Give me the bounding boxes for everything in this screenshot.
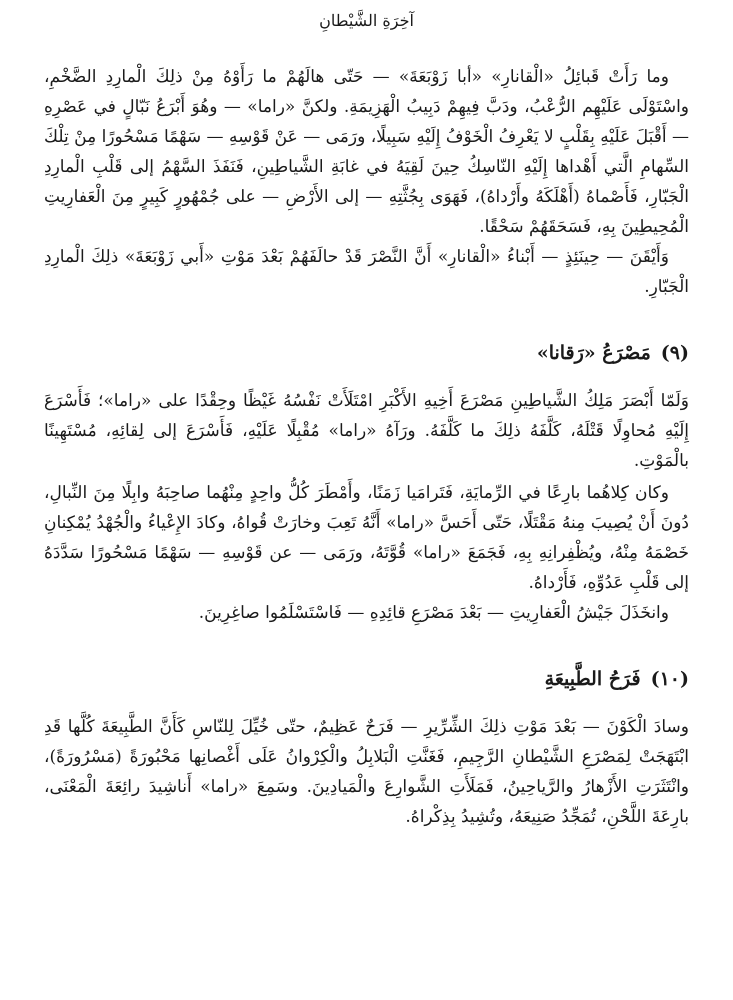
paragraph: وَأَيْقَنَ — حِينَئِذٍ — أَبْناءُ «الْقانارِ» أَنَّ النَّصْرَ قَدْ حالَفَهُمْ بَعْدَ مَوْتِ «أَبي زَوْبَعَةَ» ذلِكَ الْمارِدِ الْجَبّارِ. <box>44 247 689 297</box>
paragraph: وسادَ الْكَوْنَ — بَعْدَ مَوْتِ ذلِكَ الشِّرِّيرِ — فَرَحٌ عَظِيمٌ، حتّى خُيِّلَ لِلنّاسِ كَأَنَّ الطَّبِيعَةَ كُلَّها قَدِ ابْتَهَجَتْ لِمَصْرَعِ الشَّيْطانِ الرَّجِيمِ، فَغَنَّتِ الْبَلابِلُ والْكِرْوانُ عَلَى أَغْصانِها مَحْبُورَةً (مَسْرُورَةً)، وانْتَثَرَتِ الأَزْهارُ والرَّياحِينُ، فَمَلَأَتِ الشَّوارِعَ والْمَيادِينَ. وسَمِعَ «راما» أَناشِيدَ رائِعَةَ الْمَعْنَى، بارِعَةَ اللَّحْنِ، تُمَجِّدُ صَنِيعَهُ، وتُشِيدُ بِذِكْراهُ. <box>44 717 689 827</box>
section-number: (١٠) <box>650 668 689 690</box>
paragraph: وَلَمّا أَبْصَرَ مَلِكُ الشَّياطِينِ مَصْرَعَ أَخِيهِ الأَكْبَرِ امْتَلَأَتْ نَفْسُهُ غَيْظًا وحِقْدًا على «راما»؛ فَأَسْرَعَ إِلَيْهِ مُحاوِلًا قَتْلَهُ، كَلَّفَهُ ذلِكَ ما كَلَّفَهُ. ورَآهُ «راما» مُقْبِلًا عَلَيْهِ، فَأَسْرَعَ إلى لِقائِهِ، مُسْتَهِينًا بالْمَوْتِ. <box>44 391 689 471</box>
paragraph: وما رَأَتْ قَبائِلُ «الْقانارِ» «أبا زَوْبَعَةَ» — حَتّى هالَهُمْ ما رَأَوْهُ مِنْ ذلِكَ الْمارِدِ الضَّخْمِ، واسْتَوْلَى عَلَيْهِم الرُّعْبُ، ودَبَّ فِيهِمْ دَبِيبُ الْهَزِيمَةِ. ولكنَّ «راما» — وهُوَ أَبْرَعُ نَبّالٍ في عَصْرِهِ — أَقْبَلَ عَلَيْهِ بِقَلْبٍ لا يَعْرِفُ الْخَوْفُ إِلَيْهِ سَبِيلًا، ورَمَى — عَنْ قَوْسِهِ — سَهْمًا مَسْحُورًا مِنْ تِلْكَ السِّهامِ الَّتي أَهْداها إِلَيْهِ النّاسِكُ حِينَ لَقِيَهُ في غابَةِ الشَّياطِينِ، فَنَفَذَ السَّهْمُ إلى قَلْبِ الْمارِدِ الْجَبّارِ، فَأَصْماهُ (أَهْلَكَهُ وأَرْداهُ)، فَهَوَى بِجُثَّتِهِ — إلى الأَرْضِ — على جُمْهُورٍ كَبِيرٍ مِنَ الْعَفارِيتِ الْمُحِيطِينَ بِهِ، فَسَحَقَهُمْ سَحْقًا. <box>44 67 689 237</box>
paragraph: وانخَذَلَ جَيْشُ الْعَفارِيتِ — بَعْدَ مَصْرَعِ قائِدِهِ — فَاسْتَسْلَمُوا صاغِرِينَ. <box>198 603 669 623</box>
running-header: آخِرَةِ الشَّيْطانِ <box>319 11 414 30</box>
section-continuation <box>44 62 689 302</box>
section-title: فَرَحُ الطَّبِيعَةِ <box>544 668 641 690</box>
section-heading <box>44 338 689 368</box>
paragraph: وكان كِلاهُما بارِعًا في الرِّمايَةِ، فَتَرامَيا زَمَنًا، وأَمْطَرَ كُلُّ واحِدٍ مِنْهُما صاحِبَهُ وابِلًا مِنَ النِّبالِ، دُونَ أَنْ يُصِيبَ مِنهُ مَقْتَلًا، حَتّى أَحَسَّ «راما» أَنَّهُ تَعِبَ وخارَتْ قُواهُ، وكادَ الإِعْياءُ والْجُهْدُ يُمْكِنانِ خَصْمَهُ مِنْهُ، ويُظْفِرانِهِ بِهِ، فَجَمَعَ «راما» قُوَّتَهُ، ورَمَى — عن قَوْسِهِ — سَهْمًا مَسْحُورًا سَدَّدَهُ إلى قَلْبِ عَدُوِّهِ، فَأَرْداهُ. <box>44 483 689 593</box>
section-title: مَصْرَعُ «رَقانا» <box>536 342 651 364</box>
section-9 <box>44 338 689 628</box>
section-10 <box>44 664 689 832</box>
section-number: (٩) <box>660 342 689 364</box>
section-heading <box>44 664 689 694</box>
